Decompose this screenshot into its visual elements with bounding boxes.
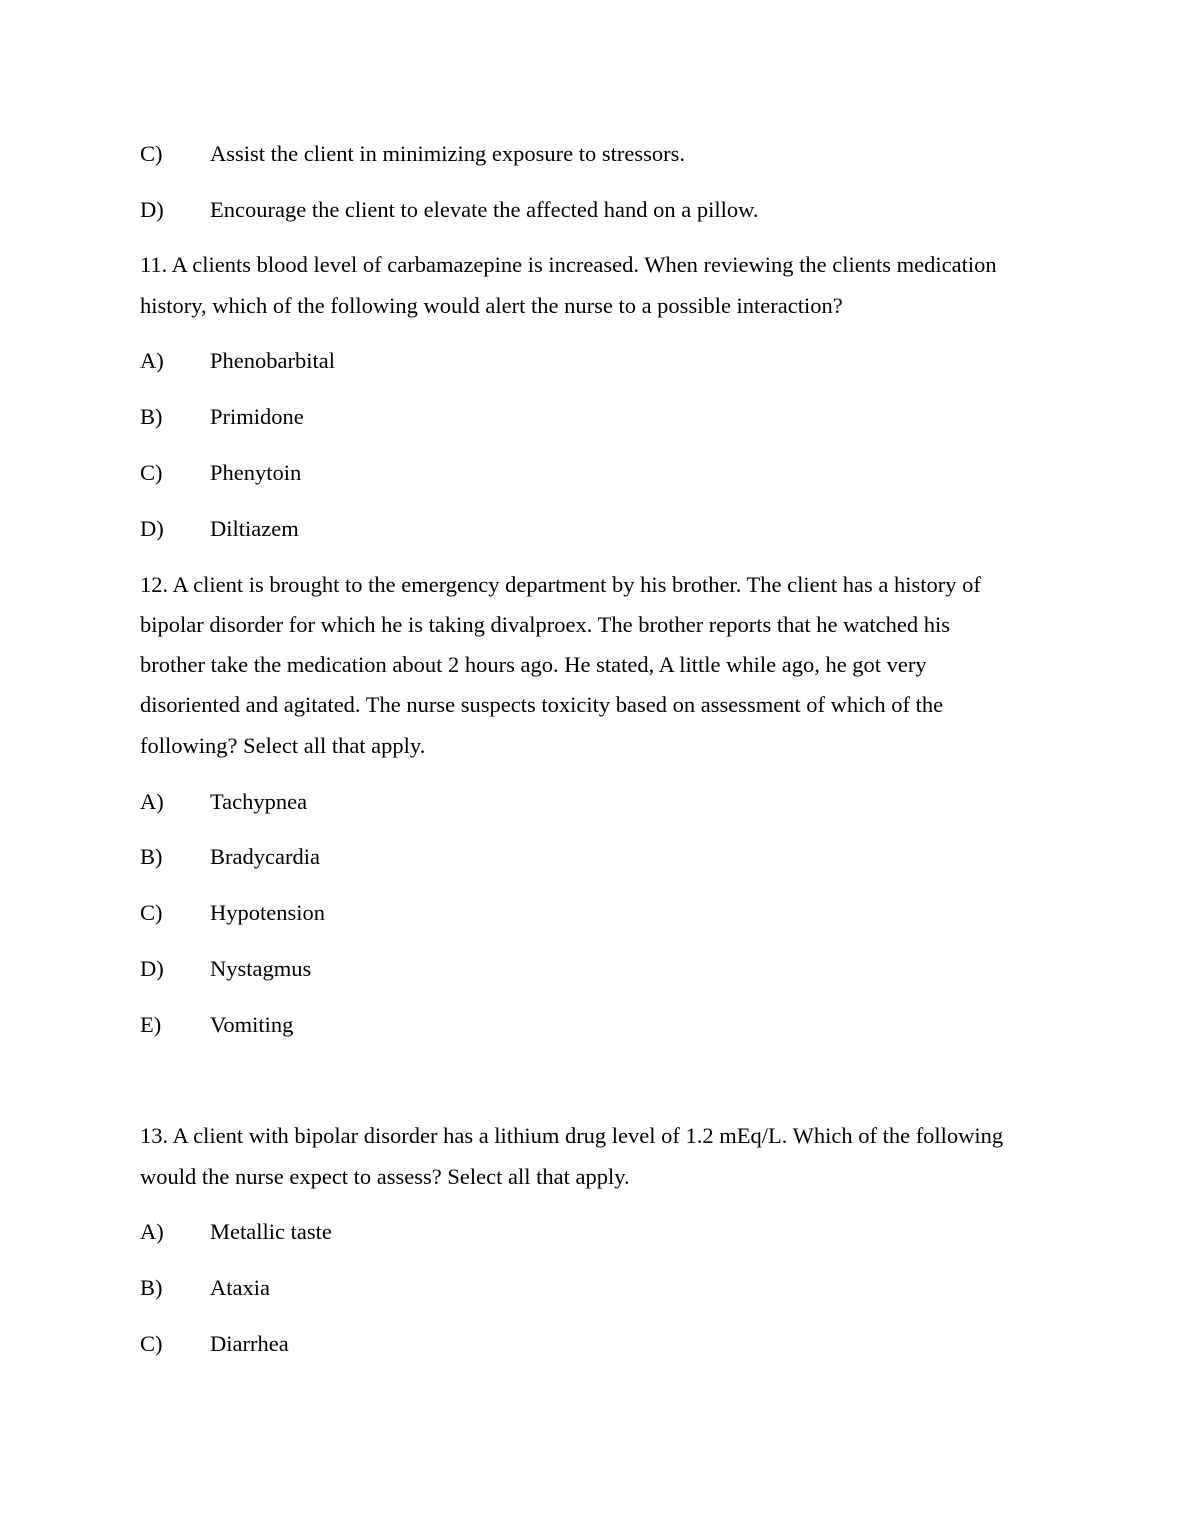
option-letter: D): [140, 516, 164, 541]
question-stem-line: 13. A client with bipolar disorder has a lithium drug level of 1.2 mEq/L. Which of the following: [140, 1123, 1004, 1148]
option-text: Bradycardia: [210, 844, 320, 869]
option-letter: D): [140, 956, 164, 981]
question-stem-line: disoriented and agitated. The nurse suspects toxicity based on assessment of which of the: [140, 692, 944, 717]
option-letter: C): [140, 900, 163, 925]
option-text: Vomiting: [210, 1012, 294, 1037]
option-text: Phenobarbital: [210, 348, 335, 373]
question-stem-line: brother take the medication about 2 hours ago. He stated, A little while ago, he got very: [140, 652, 927, 677]
option-letter: C): [140, 1331, 163, 1356]
option-letter: B): [140, 404, 163, 429]
option-letter: C): [140, 141, 163, 166]
question-stem-line: would the nurse expect to assess? Select all that apply.: [140, 1164, 630, 1189]
option-text: Primidone: [210, 404, 304, 429]
option-letter: B): [140, 1275, 163, 1300]
option-text: Encourage the client to elevate the affected hand on a pillow.: [210, 197, 759, 222]
option-text: Assist the client in minimizing exposure to stressors.: [210, 141, 685, 166]
question-stem-line: 11. A clients blood level of carbamazepine is increased. When reviewing the clients medication: [140, 252, 997, 277]
option-letter: A): [140, 789, 164, 814]
question-stem-line: 12. A client is brought to the emergency department by his brother. The client has a history of: [140, 572, 981, 597]
option-text: Metallic taste: [210, 1219, 332, 1244]
option-letter: A): [140, 1219, 164, 1244]
option-text: Diarrhea: [210, 1331, 289, 1356]
option-text: Hypotension: [210, 900, 325, 925]
option-text: Nystagmus: [210, 956, 312, 981]
option-text: Diltiazem: [210, 516, 299, 541]
option-letter: D): [140, 197, 164, 222]
option-letter: B): [140, 844, 163, 869]
option-letter: A): [140, 348, 164, 373]
question-stem-line: bipolar disorder for which he is taking divalproex. The brother reports that he watched his: [140, 612, 950, 637]
option-text: Tachypnea: [210, 789, 308, 814]
option-text: Phenytoin: [210, 460, 302, 485]
question-stem-line: following? Select all that apply.: [140, 733, 426, 758]
option-text: Ataxia: [210, 1275, 270, 1300]
option-letter: E): [140, 1012, 162, 1037]
question-stem-line: history, which of the following would alert the nurse to a possible interaction?: [140, 293, 843, 318]
option-letter: C): [140, 460, 163, 485]
